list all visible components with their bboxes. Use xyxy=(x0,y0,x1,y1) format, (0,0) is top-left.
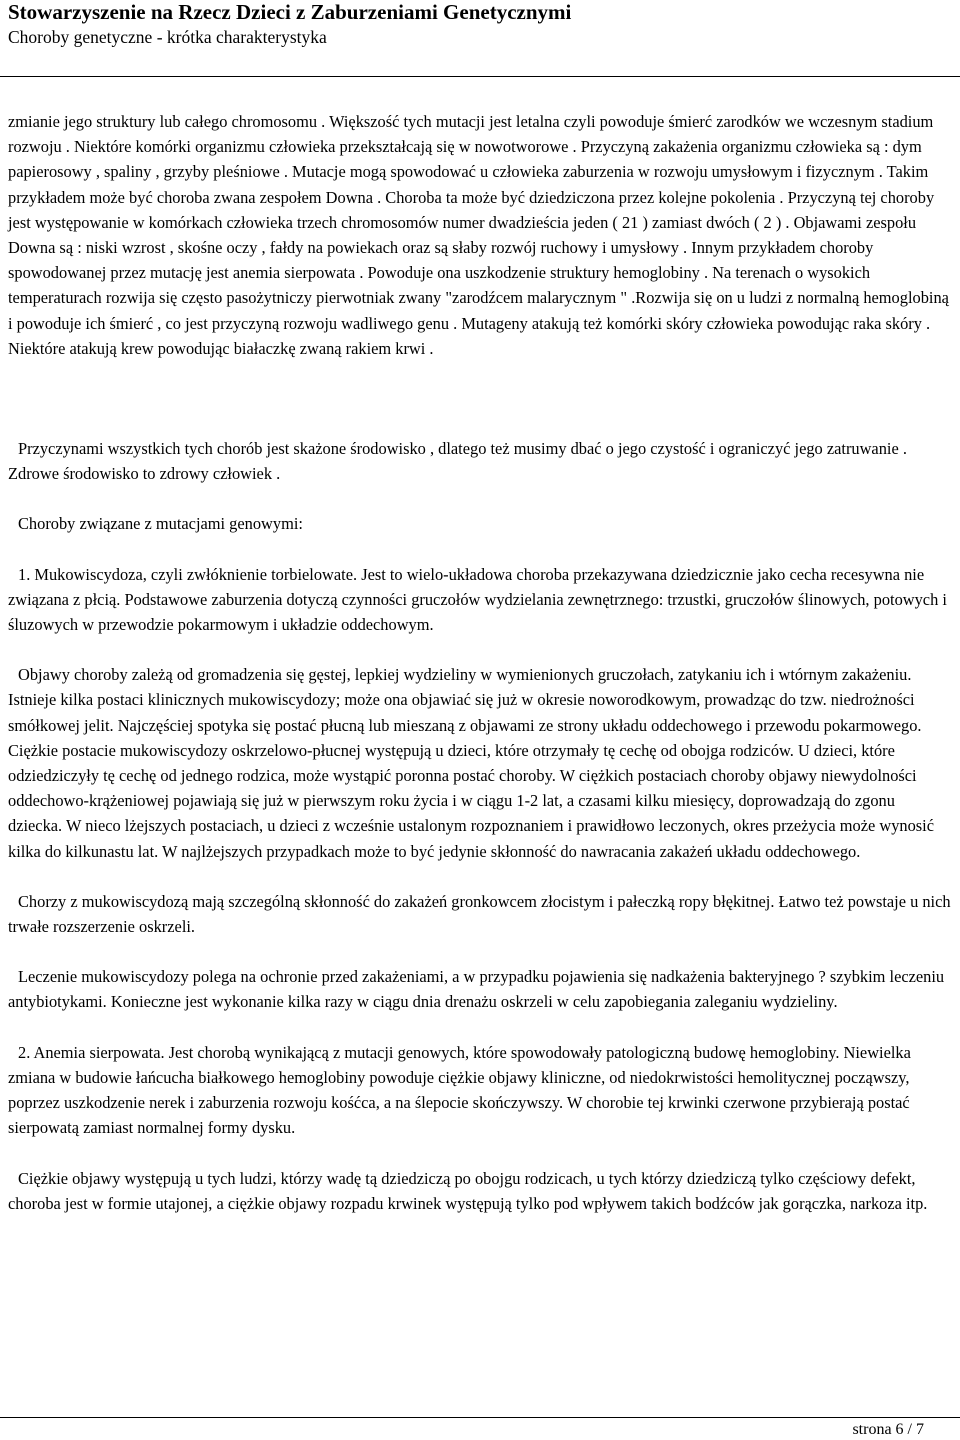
header-divider xyxy=(0,76,960,77)
paragraph-cf-treatment: Leczenie mukowiscydozy polega na ochronie przed zakażeniami, a w przypadku pojawienia się nadkażenia bakteryjnego ? szybkim leczeniu antybiotykami. Konieczne jest wykonanie kilka razy w ciągu dnia drenażu oskrzeli w celu zapobiegania zaleganiu wydzieliny. xyxy=(8,967,945,1012)
section-heading-gene-mutations: Choroby związane z mutacjami genowymi: xyxy=(18,514,303,534)
paragraph-cystic-fibrosis: 1. Mukowiscydoza, czyli zwłóknienie torbielowate. Jest to wielo-układowa choroba przekazywana dziedzicznie jako cecha recesywna nie związana z płcią. Podstawowe zaburzenia dotyczą czynności gruczołów wydzielania zewnętrznego: trzustki, gruczołów ślinowych, potowych i śluzowych w przewodzie pokarmowym i układzie oddechowym. xyxy=(8,564,947,635)
document-body xyxy=(8,109,952,1216)
paragraph-environment: Przyczynami wszystkich tych chorób jest skażone środowisko , dlatego też musimy dbać o jego czystość i ograniczyć jego zatruwanie . Zdrowe środowisko to zdrowy człowiek . xyxy=(8,439,907,484)
footer-divider xyxy=(0,1417,960,1418)
paragraph-cf-symptoms: Objawy choroby zależą od gromadzenia się gęstej, lepkiej wydzieliny w wymienionych gruczołach, zatykaniu ich i wtórnym zakażeniu. Istnieje kilka postaci klinicznych mukowiscydozy; może ona objawiać się już w okresie noworodkowym, prowadząc do tzw. niedrożności smółkowej jelit. Najczęściej spotyka się postać płucną lub mieszaną z objawami ze strony układu oddechowego i przewodu pokarmowego. Ciężkie postacie mukowiscydozy oskrzelowo-płucnej występują u dzieci, które otrzymały tę cechę od obojga rodziców. U dzieci, które odziedziczyły tę cechę od jednego rodzica, może wystąpić poronna postać choroby. W ciężkich postaciach choroby objawy niewydolności oddechowo-krążeniowej pojawiają się już w pierwszym roku życia i w ciągu 1-2 lat, a czasami kilku miesięcy, doprowadzają do zgonu dziecka. W nieco lżejszych postaciach, u dzieci z wcześnie ustalonym rozpoznaniem i prawidłowo leczonych, okres przeżycia może wynosić kilka do kilkunastu lat. W najlżejszych przypadkach może to być jedynie skłonność do nawracania zakażeń układu oddechowego. xyxy=(8,665,934,861)
document-subtitle: Choroby genetyczne - krótka charakterystyka xyxy=(8,27,327,47)
paragraph-sickle-cell: 2. Anemia sierpowata. Jest chorobą wynikającą z mutacji genowych, które spowodowały patologiczną budowę hemoglobiny. Niewielka zmiana w budowie łańcucha białkowego hemoglobiny powoduje ciężkie objawy kliniczne, od niedokrwistości hemolitycznej począwszy, poprzez uszkodzenie nerek i zaburzenia rozwoju kośćca, a na ślepocie skończywszy. W chorobie tej krwinki czerwone przybierają postać sierpowatą zamiast normalnej formy dysku. xyxy=(8,1042,911,1138)
paragraph-mutations-intro: zmianie jego struktury lub całego chromosomu . Większość tych mutacji jest letalna czyli powoduje śmierć zarodków we wczesnym stadium rozwoju . Niektóre komórki organizmu człowieka przekształcają się w nowotworowe . Przyczyną zakażenia organizmu człowieka są : dym papierosowy , spaliny , grzyby pleśniowe . Mutacje mogą spowodować u człowieka zaburzenia w rozwoju umysłowym i fizycznym . Takim przykładem może być choroba zwana zespołem Downa . Choroba ta może być dziedziczona przez kolejne pokolenia . Przyczyną tej choroby jest występowanie w komórkach człowieka trzech chromosomów numer dwadzieścia jeden ( 21 ) zamiast dwóch ( 2 ) . Objawami zespołu Downa są : niski wzrost , skośne oczy , fałdy na powiekach oraz są słaby rozwój ruchowy i umysłowy . Innym przykładem choroby spowodowanej przez mutację jest anemia sierpowata . Powoduje ona uszkodzenie struktury hemoglobiny . Na terenach o wysokich temperaturach rozwija się często pasożytniczy pierwotniak zwany "zarodźcem malarycznym " .Rozwija się on u ludzi z normalną hemoglobiną i powoduje ich śmierć , co jest przyczyną rozwoju wadliwego genu . Mutageny atakują też komórki skóry człowieka powodując raka skóry . Niektóre atakują krew powodując białaczkę zwaną rakiem krwi . xyxy=(8,112,949,358)
page-number: strona 6 / 7 xyxy=(852,1421,924,1438)
paragraph-cf-infections: Chorzy z mukowiscydozą mają szczególną skłonność do zakażeń gronkowcem złocistym i pałeczką ropy błękitnej. Łatwo też powstaje u nich trwałe rozszerzenie oskrzeli. xyxy=(8,891,951,937)
paragraph-sickle-cell-symptoms: Ciężkie objawy występują u tych ludzi, którzy wadę tą dziedziczą po obojgu rodzicach, u tych którzy dziedziczą tylko częściowy defekt, choroba jest w formie utajonej, a ciężkie objawy rozpadu krwinek występują tylko pod wpływem takich bodźców jak gorączka, narkoza itp. xyxy=(8,1168,928,1213)
document-header xyxy=(8,0,952,48)
organization-title: Stowarzyszenie na Rzecz Dzieci z Zaburzeniami Genetycznymi xyxy=(8,0,572,24)
